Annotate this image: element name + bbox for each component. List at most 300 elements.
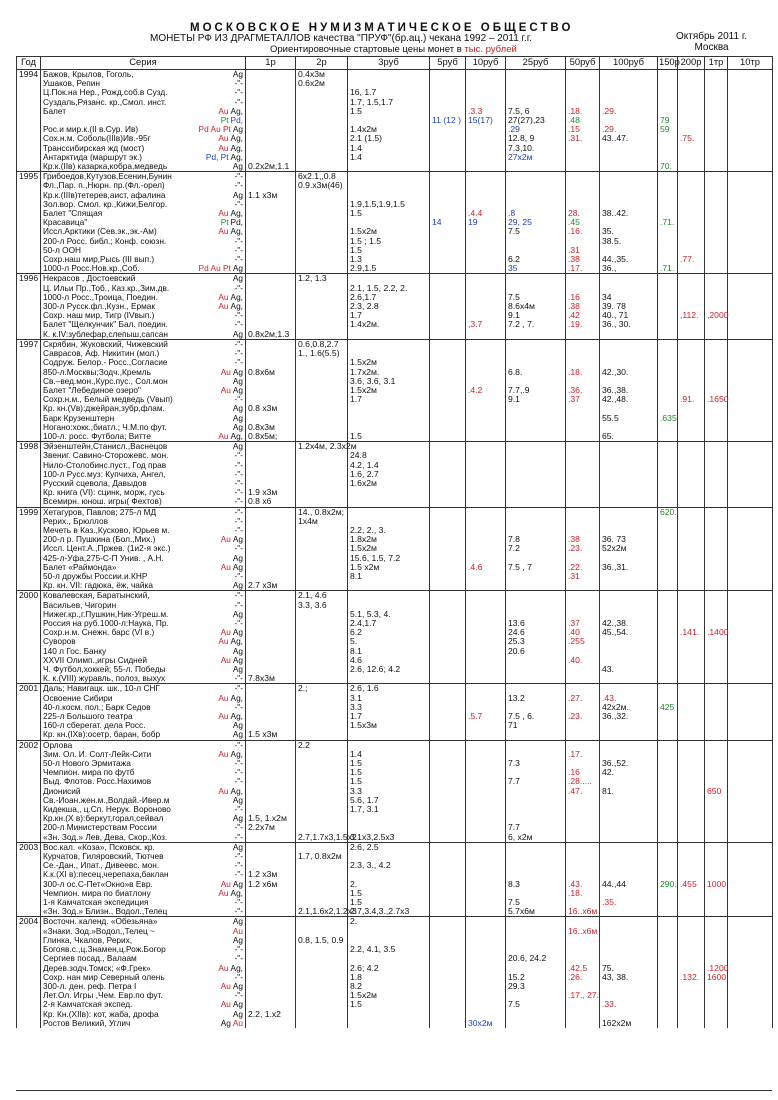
price-10tr <box>728 293 773 302</box>
price-1tr <box>705 703 728 712</box>
price-25r <box>506 330 566 340</box>
price-2r <box>296 526 348 535</box>
price-100r <box>600 572 658 581</box>
price-25r <box>506 414 566 423</box>
price-100r: 42.,48. <box>600 395 658 404</box>
price-200r <box>678 554 705 563</box>
price-150r <box>658 907 678 917</box>
price-3r: 1.4x2м. <box>348 320 430 329</box>
price-200r <box>678 264 705 274</box>
price-150r <box>658 368 678 377</box>
series-name: Орлова <box>43 739 73 750</box>
price-3r: 1.5 <box>348 432 430 442</box>
price-10r <box>466 936 506 945</box>
price-50r: .23. <box>566 544 600 553</box>
price-3r: 1.5 <box>348 209 430 218</box>
price-5r <box>430 768 466 777</box>
price-25r <box>506 740 566 750</box>
price-3r: 1.8x2м <box>348 535 430 544</box>
price-25r: 9.1 <box>506 395 566 404</box>
price-10r <box>466 237 506 246</box>
col-5r: 5руб <box>430 57 466 70</box>
price-50r <box>566 581 600 591</box>
price-10r <box>466 917 506 927</box>
price-1r <box>246 712 296 721</box>
price-150r <box>658 563 678 572</box>
price-25r <box>506 237 566 246</box>
metal-tag: -"- <box>234 96 243 107</box>
price-25r <box>506 927 566 936</box>
metal-tag: Ag, <box>230 636 243 647</box>
price-150r <box>658 358 678 367</box>
price-1tr <box>705 218 728 227</box>
price-150r <box>658 712 678 721</box>
price-3r: 3.3 <box>348 787 430 796</box>
year-cell <box>17 107 41 116</box>
price-1tr <box>705 162 728 172</box>
year-cell <box>17 768 41 777</box>
metal-tag: Ag <box>232 161 243 172</box>
price-100r: 35. <box>600 227 658 236</box>
price-1r: 2.2, 1.x2 <box>246 1010 296 1019</box>
price-1tr <box>705 488 728 497</box>
price-5r <box>430 665 466 674</box>
price-10r <box>466 404 506 413</box>
price-2r: 0.8, 1.5, 0.9 <box>296 936 348 945</box>
year-cell: 1994 <box>17 70 41 80</box>
year-cell: 1999 <box>17 507 41 517</box>
price-150r <box>658 237 678 246</box>
price-50r: .31 <box>566 572 600 581</box>
price-200r <box>678 330 705 340</box>
metal-tag: Ag <box>232 720 243 731</box>
series-name: Кр.кн.(X в):беркут,горал,сейвал <box>43 813 164 824</box>
price-25r: 27x2м <box>506 153 566 162</box>
price-150r <box>658 330 678 340</box>
series-name: Глинка, Чкалов, Рерих, <box>43 934 133 945</box>
price-200r <box>678 1000 705 1009</box>
price-10tr <box>728 964 773 973</box>
metal-tag: Au <box>218 636 229 647</box>
price-3r: 1.5 <box>348 107 430 116</box>
price-1tr <box>705 647 728 656</box>
year-cell <box>17 284 41 293</box>
price-1tr <box>705 842 728 852</box>
price-1tr <box>705 284 728 293</box>
metal-tag: Au <box>218 291 229 302</box>
price-1r <box>246 79 296 88</box>
series-name: Балет <box>43 105 67 116</box>
price-10tr <box>728 628 773 637</box>
price-100r: 45.,54. <box>600 628 658 637</box>
year-cell <box>17 293 41 302</box>
metal-tag: -"- <box>234 860 243 871</box>
price-10r <box>466 954 506 963</box>
price-1r <box>246 1019 296 1028</box>
year-cell <box>17 1019 41 1028</box>
price-2r <box>296 805 348 814</box>
metal-tag: Ag <box>232 263 243 274</box>
price-100r: 44.,35. <box>600 255 658 264</box>
price-5r <box>430 581 466 591</box>
price-150r <box>658 805 678 814</box>
metal-tag: Ag <box>232 403 243 414</box>
metal-tag: -"- <box>234 953 243 964</box>
price-200r <box>678 954 705 963</box>
price-10r <box>466 880 506 889</box>
price-10tr <box>728 703 773 712</box>
price-5r <box>430 414 466 423</box>
price-150r <box>658 842 678 852</box>
price-25r: 20.6, 24.2 <box>506 954 566 963</box>
price-150r <box>658 274 678 284</box>
price-5r <box>430 404 466 413</box>
price-25r: 7.5 , 6. <box>506 712 566 721</box>
price-1r <box>246 750 296 759</box>
price-200r <box>678 842 705 852</box>
price-2r <box>296 227 348 236</box>
series-name: Звениг. Савино-Сторожевс. мон. <box>43 450 169 461</box>
price-200r <box>678 898 705 907</box>
price-25r <box>506 88 566 97</box>
price-200r <box>678 787 705 796</box>
series-name: 850-л.Москвы;Зодч.,Кремль <box>43 366 151 377</box>
year-cell <box>17 255 41 264</box>
price-25r <box>506 162 566 172</box>
price-1tr <box>705 581 728 591</box>
price-200r <box>678 423 705 432</box>
series-name: Выд. Флотов. Росс.Нахимов <box>43 776 152 787</box>
price-1tr <box>705 1019 728 1028</box>
price-5r <box>430 750 466 759</box>
series-name: Кр. книга (VI): сцинк, морж, гусь <box>43 487 165 498</box>
price-3r <box>348 1019 430 1028</box>
price-10tr <box>728 1000 773 1009</box>
price-5r <box>430 442 466 452</box>
metal-tag: -"- <box>234 739 243 750</box>
price-200r <box>678 991 705 1000</box>
price-5r <box>430 1000 466 1009</box>
price-3r: 4.6 <box>348 656 430 665</box>
price-5r <box>430 162 466 172</box>
price-2r: 2.7,1.7x3,1.5x2 <box>296 833 348 843</box>
price-2r <box>296 125 348 134</box>
price-3r: 2.1, 1.5, 2.2, 2. <box>348 284 430 293</box>
price-2r <box>296 554 348 563</box>
metal-tag: Ag, <box>230 748 243 759</box>
metal-tag: Au <box>218 711 229 722</box>
price-150r: .71. <box>658 218 678 227</box>
metal-tag: -"- <box>234 944 243 955</box>
year-cell <box>17 610 41 619</box>
series-name: Сохр. нан мир Северный олень <box>43 971 165 982</box>
price-2r <box>296 386 348 395</box>
price-3r <box>348 927 430 936</box>
price-100r <box>600 442 658 452</box>
price-10tr <box>728 787 773 796</box>
price-3r: 6.2 <box>348 628 430 637</box>
year-cell <box>17 470 41 479</box>
price-100r <box>600 70 658 80</box>
price-10tr <box>728 526 773 535</box>
metal-tag: Ag, <box>230 291 243 302</box>
table-row <box>17 200 773 209</box>
price-50r <box>566 1000 600 1009</box>
price-150r <box>658 451 678 460</box>
price-25r <box>506 70 566 80</box>
price-1tr <box>705 227 728 236</box>
table-body <box>17 70 773 1028</box>
price-10tr <box>728 823 773 832</box>
price-50r <box>566 730 600 740</box>
price-200r <box>678 759 705 768</box>
price-50r <box>566 674 600 684</box>
price-200r <box>678 451 705 460</box>
metal-tag: Ag, <box>230 711 243 722</box>
price-25r: 7.3,10. <box>506 144 566 153</box>
price-25r <box>506 1010 566 1019</box>
price-1tr <box>705 479 728 488</box>
price-50r: .42.5 <box>566 964 600 973</box>
year-cell <box>17 964 41 973</box>
price-3r <box>348 172 430 182</box>
year-cell <box>17 601 41 610</box>
series-name: Зол.вор. Смол. кр.,Кижи,Белгор. <box>43 198 168 209</box>
price-200r <box>678 907 705 917</box>
price-10r <box>466 479 506 488</box>
price-1tr <box>705 535 728 544</box>
price-1tr <box>705 674 728 684</box>
price-5r <box>430 730 466 740</box>
price-200r <box>678 209 705 218</box>
price-1r <box>246 842 296 852</box>
price-2r: 3.3, 3.6 <box>296 601 348 610</box>
bottom-rule <box>16 1090 772 1091</box>
price-10tr <box>728 684 773 694</box>
series-cell <box>41 1019 246 1028</box>
price-1tr <box>705 610 728 619</box>
price-100r: 65. <box>600 432 658 442</box>
table-header-row <box>17 57 773 70</box>
price-200r <box>678 750 705 759</box>
price-3r <box>348 497 430 507</box>
price-5r <box>430 451 466 460</box>
price-150r <box>658 572 678 581</box>
series-name: Барк Крузенштерн <box>43 412 115 423</box>
price-1r <box>246 656 296 665</box>
price-25r: 7.2 , 7. <box>506 320 566 329</box>
price-100r: 42x2м. <box>600 703 658 712</box>
price-2r <box>296 488 348 497</box>
price-25r <box>506 796 566 805</box>
price-1tr <box>705 907 728 917</box>
metal-tag: Au <box>218 142 229 153</box>
price-150r <box>658 730 678 740</box>
price-10r <box>466 526 506 535</box>
price-50r: .255 <box>566 637 600 646</box>
price-5r <box>430 917 466 927</box>
price-50r <box>566 517 600 526</box>
price-150r <box>658 395 678 404</box>
price-5r <box>430 694 466 703</box>
price-1tr <box>705 544 728 553</box>
year-cell <box>17 330 41 340</box>
price-25r: 29, 25 <box>506 218 566 227</box>
price-5r <box>430 796 466 805</box>
series-name: 1000-л Росс.Нов.кр.,Соб. <box>43 263 140 274</box>
price-2r <box>296 572 348 581</box>
price-10r <box>466 497 506 507</box>
year-cell <box>17 461 41 470</box>
price-5r <box>430 535 466 544</box>
table-row <box>17 591 773 601</box>
price-1tr <box>705 172 728 182</box>
series-name: К. к.(VIII) журавль, полоз, выхух <box>43 673 166 684</box>
price-150r <box>658 759 678 768</box>
price-1tr <box>705 814 728 823</box>
price-5r <box>430 98 466 107</box>
price-1tr <box>705 805 728 814</box>
series-name: Сохр.наш мир,Рысь (III вып.) <box>43 254 155 265</box>
price-100r: 36.,38. <box>600 386 658 395</box>
price-150r <box>658 461 678 470</box>
price-10tr <box>728 927 773 936</box>
year-cell <box>17 349 41 358</box>
price-200r <box>678 377 705 386</box>
series-name: Вос.кал. «Коза», Псковск. кр. <box>43 841 155 852</box>
price-100r <box>600 144 658 153</box>
series-name: Балет "Лебединое озеро" <box>43 384 141 395</box>
metal-tag: Ag, <box>230 430 243 441</box>
price-200r <box>678 470 705 479</box>
metal-tag: -"- <box>234 319 243 330</box>
price-200r: .77. <box>678 255 705 264</box>
price-10tr <box>728 982 773 991</box>
price-100r <box>600 907 658 917</box>
price-10r <box>466 544 506 553</box>
price-50r <box>566 88 600 97</box>
price-150r: 79 <box>658 116 678 125</box>
year-cell <box>17 1000 41 1009</box>
price-1tr <box>705 404 728 413</box>
table-row <box>17 637 773 646</box>
price-10r <box>466 246 506 255</box>
price-200r <box>678 107 705 116</box>
price-1r <box>246 591 296 601</box>
metal-tag: -"- <box>234 673 243 684</box>
metal-tag: -"- <box>234 897 243 908</box>
price-2r <box>296 368 348 377</box>
metal-tag: Ag <box>232 916 243 927</box>
price-150r <box>658 227 678 236</box>
price-2r <box>296 497 348 507</box>
price-200r <box>678 70 705 80</box>
price-200r: ,112. <box>678 311 705 320</box>
price-100r: 36.,31. <box>600 563 658 572</box>
price-100r: .35. <box>600 898 658 907</box>
year-cell <box>17 898 41 907</box>
price-3r: 1.6x2м <box>348 479 430 488</box>
price-100r <box>600 814 658 823</box>
price-10tr <box>728 898 773 907</box>
price-25r <box>506 936 566 945</box>
price-50r: .15 <box>566 125 600 134</box>
price-200r <box>678 442 705 452</box>
year-cell: 1997 <box>17 339 41 349</box>
price-50r: .18. <box>566 107 600 116</box>
price-2r: 1.2x4м, 2.3x2м <box>296 442 348 452</box>
year-cell <box>17 665 41 674</box>
price-5r <box>430 982 466 991</box>
price-1tr <box>705 461 728 470</box>
price-10tr <box>728 750 773 759</box>
price-100r: 43..47. <box>600 134 658 143</box>
price-2r <box>296 656 348 665</box>
price-100r <box>600 581 658 591</box>
price-200r <box>678 320 705 329</box>
price-200r <box>678 1010 705 1019</box>
price-1tr <box>705 134 728 143</box>
metal-tag: Ag <box>232 999 243 1010</box>
price-10tr <box>728 284 773 293</box>
price-10r <box>466 889 506 898</box>
price-1r: 0.2x2м,1.1 <box>246 162 296 172</box>
price-5r <box>430 461 466 470</box>
price-2r: 0.6,0.8,2.7 <box>296 339 348 349</box>
price-150r <box>658 191 678 200</box>
price-100r: 162x2м <box>600 1019 658 1028</box>
price-150r <box>658 750 678 759</box>
price-2r <box>296 563 348 572</box>
price-50r: .47. <box>566 787 600 796</box>
col-10tr: 10тр <box>728 57 773 70</box>
price-200r <box>678 358 705 367</box>
price-1tr <box>705 116 728 125</box>
metal-tag: Au <box>218 105 229 116</box>
price-10r <box>466 442 506 452</box>
price-10r <box>466 852 506 861</box>
price-200r <box>678 517 705 526</box>
price-1r <box>246 647 296 656</box>
price-50r: .22. <box>566 563 600 572</box>
price-2r <box>296 134 348 143</box>
price-2r <box>296 461 348 470</box>
series-name: Фл.,Пар. п.,Нюрн. пр.(Фл.-орел) <box>43 180 165 191</box>
price-1r <box>246 936 296 945</box>
price-10r <box>466 823 506 832</box>
price-150r <box>658 777 678 786</box>
metal-tag: Ag <box>232 729 243 740</box>
year-cell <box>17 814 41 823</box>
metal-tag: -"- <box>234 198 243 209</box>
price-10r <box>466 750 506 759</box>
price-150r <box>658 628 678 637</box>
price-150r <box>658 945 678 954</box>
price-2r <box>296 628 348 637</box>
price-100r <box>600 730 658 740</box>
price-50r: .27. <box>566 694 600 703</box>
price-1r <box>246 740 296 750</box>
price-150r <box>658 302 678 311</box>
price-50r: .16 <box>566 293 600 302</box>
price-25r <box>506 787 566 796</box>
price-1r <box>246 517 296 526</box>
price-1r <box>246 302 296 311</box>
price-10r <box>466 507 506 517</box>
price-10r <box>466 740 506 750</box>
price-200r <box>678 98 705 107</box>
price-1tr <box>705 982 728 991</box>
